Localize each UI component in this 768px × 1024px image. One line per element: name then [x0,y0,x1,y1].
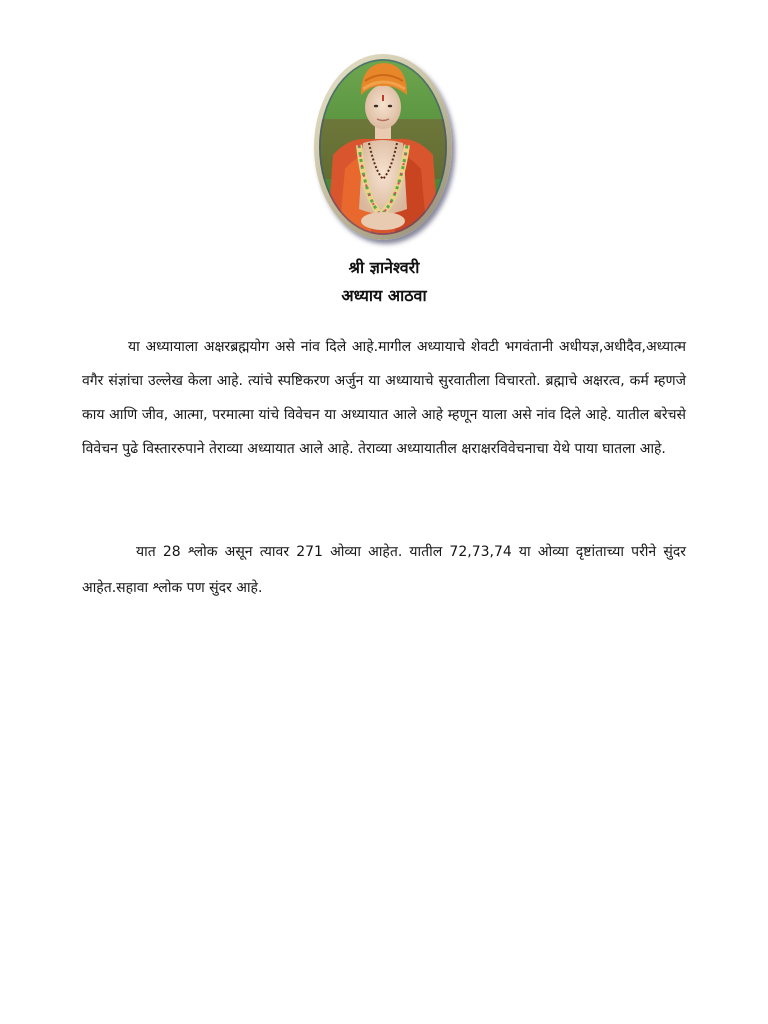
document-subtitle: अध्याय आठवा [341,286,427,305]
summary-paragraph: यात 28 श्लोक असून त्यावर 271 ओव्या आहेत. यातील 72,73,74 या ओव्या दृष्टांताच्या परीने सुंदर आहेत.सहावा श्लोक पण सुंदर आहे. [82,544,686,596]
saint-portrait [314,54,452,240]
intro-paragraph: या अध्यायाला अक्षरब्रह्मयोग असे नांव दिले आहे.मागील अध्यायाचे शेवटी भगवंतानी अधीयज्ञ,अधीदैव,अध्यात्म वगैर संज्ञांचा उल्लेख केला आहे. त्यांचे स्पष्टिकरण अर्जुन या अध्यायाचे सुरवातीला विचारतो. ब्रह्माचे अक्षरत्व, कर्म म्हणजे काय आणि जीव, आत्मा, परमात्मा यांचे विवेचन या अध्यायात आले आहे म्हणून याला असे नांव दिले आहे. यातील बरेचसे विवेचन पुढे विस्ताररुपाने तेराव्या अध्यायात आले आहे. तेराव्या अध्यायातील क्षराक्षरविवेचनाचा येथे पाया घातला आहे. [82,339,686,457]
saint-portrait-image [319,59,447,235]
document-title: श्री ज्ञानेश्वरी [348,258,420,277]
